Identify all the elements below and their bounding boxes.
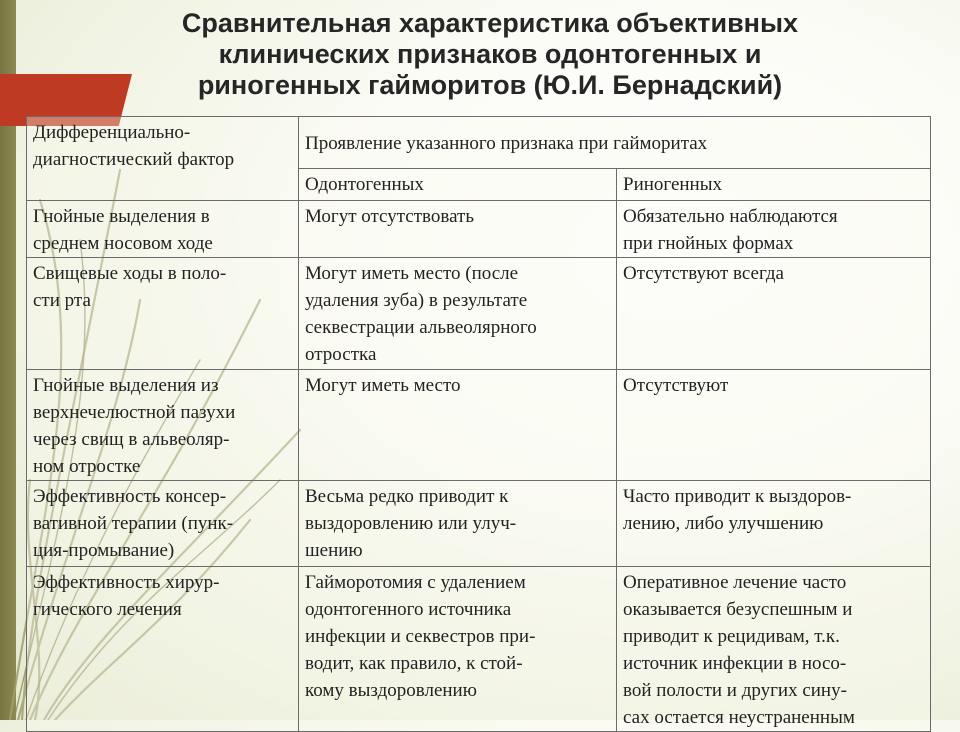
- title-line: риногенных гайморитов (Ю.И. Бернадский): [197, 70, 783, 100]
- header-factor-line: Дифференциально-: [33, 122, 191, 143]
- table-header-row: [27, 117, 931, 169]
- cell-line: шению: [305, 540, 363, 561]
- cell-line: Эффективность хирур-: [33, 572, 220, 593]
- cell-line: при гнойных формах: [623, 233, 794, 254]
- cell-line: среднем носовом ходе: [33, 233, 213, 254]
- cell-line: ном отростке: [33, 456, 141, 477]
- title-line: Сравнительная характеристика объективных: [181, 8, 799, 38]
- rhinogenic-cell: [617, 481, 931, 567]
- cell-line: Могут отсутствовать: [305, 206, 474, 227]
- cell-line: через свищ в альвеоляр-: [33, 429, 230, 450]
- rhinogenic-cell: [617, 567, 931, 732]
- cell-line: кому выздоровлению: [305, 680, 477, 701]
- table-row: [27, 258, 931, 370]
- odontogenic-cell: [299, 258, 617, 370]
- cell-line: ция-промывание): [33, 540, 175, 561]
- cell-line: отростка: [305, 344, 377, 365]
- factor-cell: [27, 567, 299, 732]
- cell-line: Свищевые ходы в поло-: [33, 263, 227, 284]
- cell-line: сти рта: [33, 290, 91, 311]
- cell-line: удаления зуба) в результате: [305, 290, 528, 311]
- cell-line: приводит к рецидивам, т.к.: [623, 626, 840, 647]
- cell-line: Отсутствуют: [623, 375, 729, 396]
- odontogenic-cell: [299, 481, 617, 567]
- odontogenic-cell: [299, 567, 617, 732]
- table-row: [27, 481, 931, 567]
- cell-line: Могут иметь место (после: [305, 263, 519, 284]
- cell-line: Эффективность консер-: [33, 486, 227, 507]
- cell-line: водит, как правило, к стой-: [305, 653, 523, 674]
- cell-line: секвестрации альвеолярного: [305, 317, 537, 338]
- cell-line: Обязательно наблюдаются: [623, 206, 838, 227]
- odontogenic-cell: [299, 370, 617, 481]
- cell-line: Отсутствуют всегда: [623, 263, 784, 284]
- subheader-rhinogenic: Риногенных: [617, 169, 931, 201]
- table-row: [27, 370, 931, 481]
- rhinogenic-cell: [617, 258, 931, 370]
- cell-line: верхнечелюстной пазухи: [33, 402, 236, 423]
- cell-line: Оперативное лечение часто: [623, 572, 847, 593]
- title-line: клинических признаков одонтогенных и: [218, 39, 762, 69]
- comparison-table: [26, 116, 931, 732]
- cell-line: Могут иметь место: [305, 375, 461, 396]
- subheader-odontogenic: Одонтогенных: [299, 169, 617, 201]
- header-factor-cell: [27, 117, 299, 201]
- rhinogenic-cell: [617, 201, 931, 258]
- factor-cell: [27, 370, 299, 481]
- slide-title: [60, 8, 920, 101]
- cell-line: Гнойные выделения в: [33, 206, 210, 227]
- cell-line: гического лечения: [33, 599, 182, 620]
- cell-line: источник инфекции в носо-: [623, 653, 847, 674]
- cell-line: выздоровлению или улуч-: [305, 513, 517, 534]
- header-manifestation-cell: Проявление указанного признака при гайморитах: [299, 117, 931, 169]
- cell-line: сах остается неустраненным: [623, 707, 855, 728]
- cell-line: оказывается безуспешным и: [623, 599, 853, 620]
- odontogenic-cell: [299, 201, 617, 258]
- cell-line: лению, либо улучшению: [623, 513, 824, 534]
- rhinogenic-cell: [617, 370, 931, 481]
- table-row: [27, 201, 931, 258]
- factor-cell: [27, 258, 299, 370]
- header-factor-line: диагностический фактор: [33, 149, 235, 170]
- cell-line: Весьма редко приводит к: [305, 486, 509, 507]
- cell-line: Часто приводит к выздоров-: [623, 486, 852, 507]
- cell-line: инфекции и секвестров при-: [305, 626, 536, 647]
- table-row: [27, 567, 931, 732]
- factor-cell: [27, 201, 299, 258]
- cell-line: Гнойные выделения из: [33, 375, 219, 396]
- cell-line: Гайморотомия с удалением: [305, 572, 526, 593]
- cell-line: одонтогенного источника: [305, 599, 512, 620]
- cell-line: вой полости и других сину-: [623, 680, 847, 701]
- factor-cell: [27, 481, 299, 567]
- cell-line: вативной терапии (пунк-: [33, 513, 234, 534]
